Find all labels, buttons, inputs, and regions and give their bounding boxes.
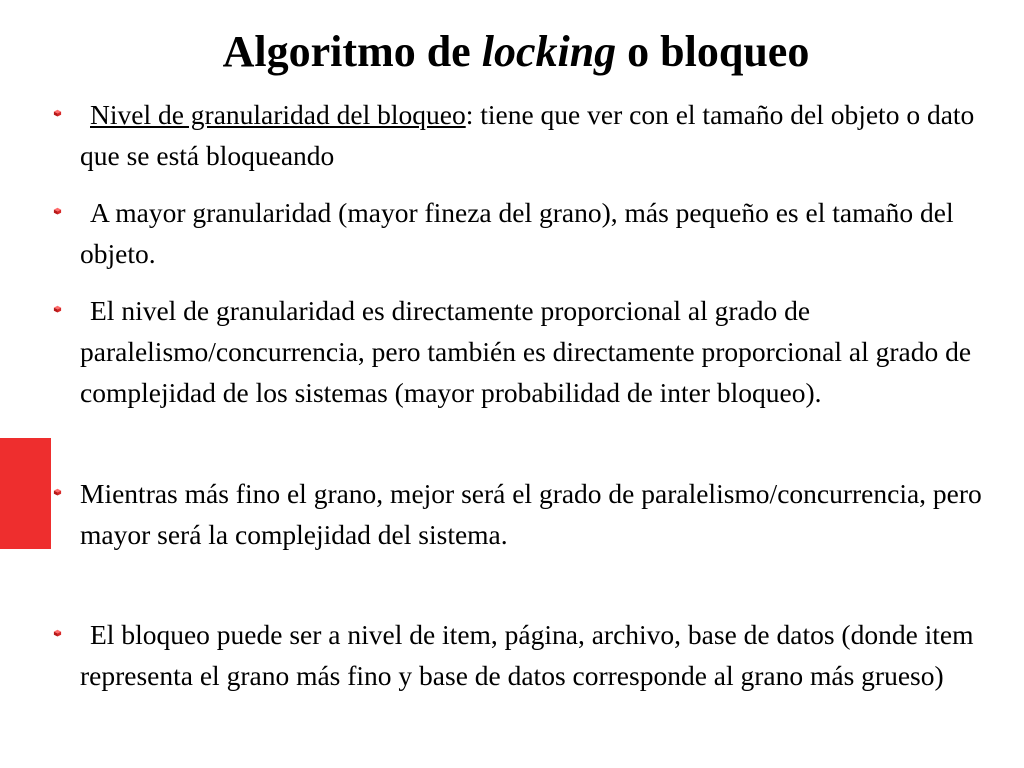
red-3d-bullet-icon bbox=[53, 304, 62, 313]
bullet-item-granularity-level bbox=[80, 94, 1010, 176]
bullet-item-finer-grain bbox=[80, 473, 1010, 555]
bullet-body: : tiene que ver con el tamaño del objeto o dato que se está bloqueando bbox=[80, 99, 975, 171]
red-3d-bullet-icon bbox=[53, 206, 62, 215]
bullet-text: El bloqueo puede ser a nivel de item, página, archivo, base de datos (donde item representa el grano más fino y base de datos corresponde al grano más grueso) bbox=[80, 619, 974, 691]
bullet-item-proportionality bbox=[80, 290, 1010, 413]
title-text-emphasis: locking bbox=[481, 27, 617, 76]
title-text-before: Algoritmo de bbox=[222, 27, 482, 76]
bullet-text: A mayor granularidad (mayor fineza del grano), más pequeño es el tamaño del objeto. bbox=[80, 197, 954, 269]
title-text-after: o bloqueo bbox=[616, 27, 810, 76]
bullet-text: El nivel de granularidad es directamente proporcional al grado de paralelismo/concurrencia, pero también es directamente proporcional al grado de complejidad de los sistemas (mayor probabilidad de inter bloqueo). bbox=[80, 295, 972, 408]
bullet-lead-underlined: Nivel de granularidad del bloqueo bbox=[90, 99, 466, 130]
bullet-text bbox=[80, 94, 1010, 176]
red-3d-bullet-icon bbox=[53, 628, 62, 637]
bullet-item-greater-granularity bbox=[80, 192, 1010, 274]
red-3d-bullet-icon bbox=[53, 487, 62, 496]
bullet-item-lock-levels bbox=[80, 614, 1010, 696]
red-3d-bullet-icon bbox=[53, 108, 62, 117]
bullet-text: Mientras más fino el grano, mejor será el grado de paralelismo/concurrencia, pero mayor será la complejidad del sistema. bbox=[80, 478, 982, 550]
